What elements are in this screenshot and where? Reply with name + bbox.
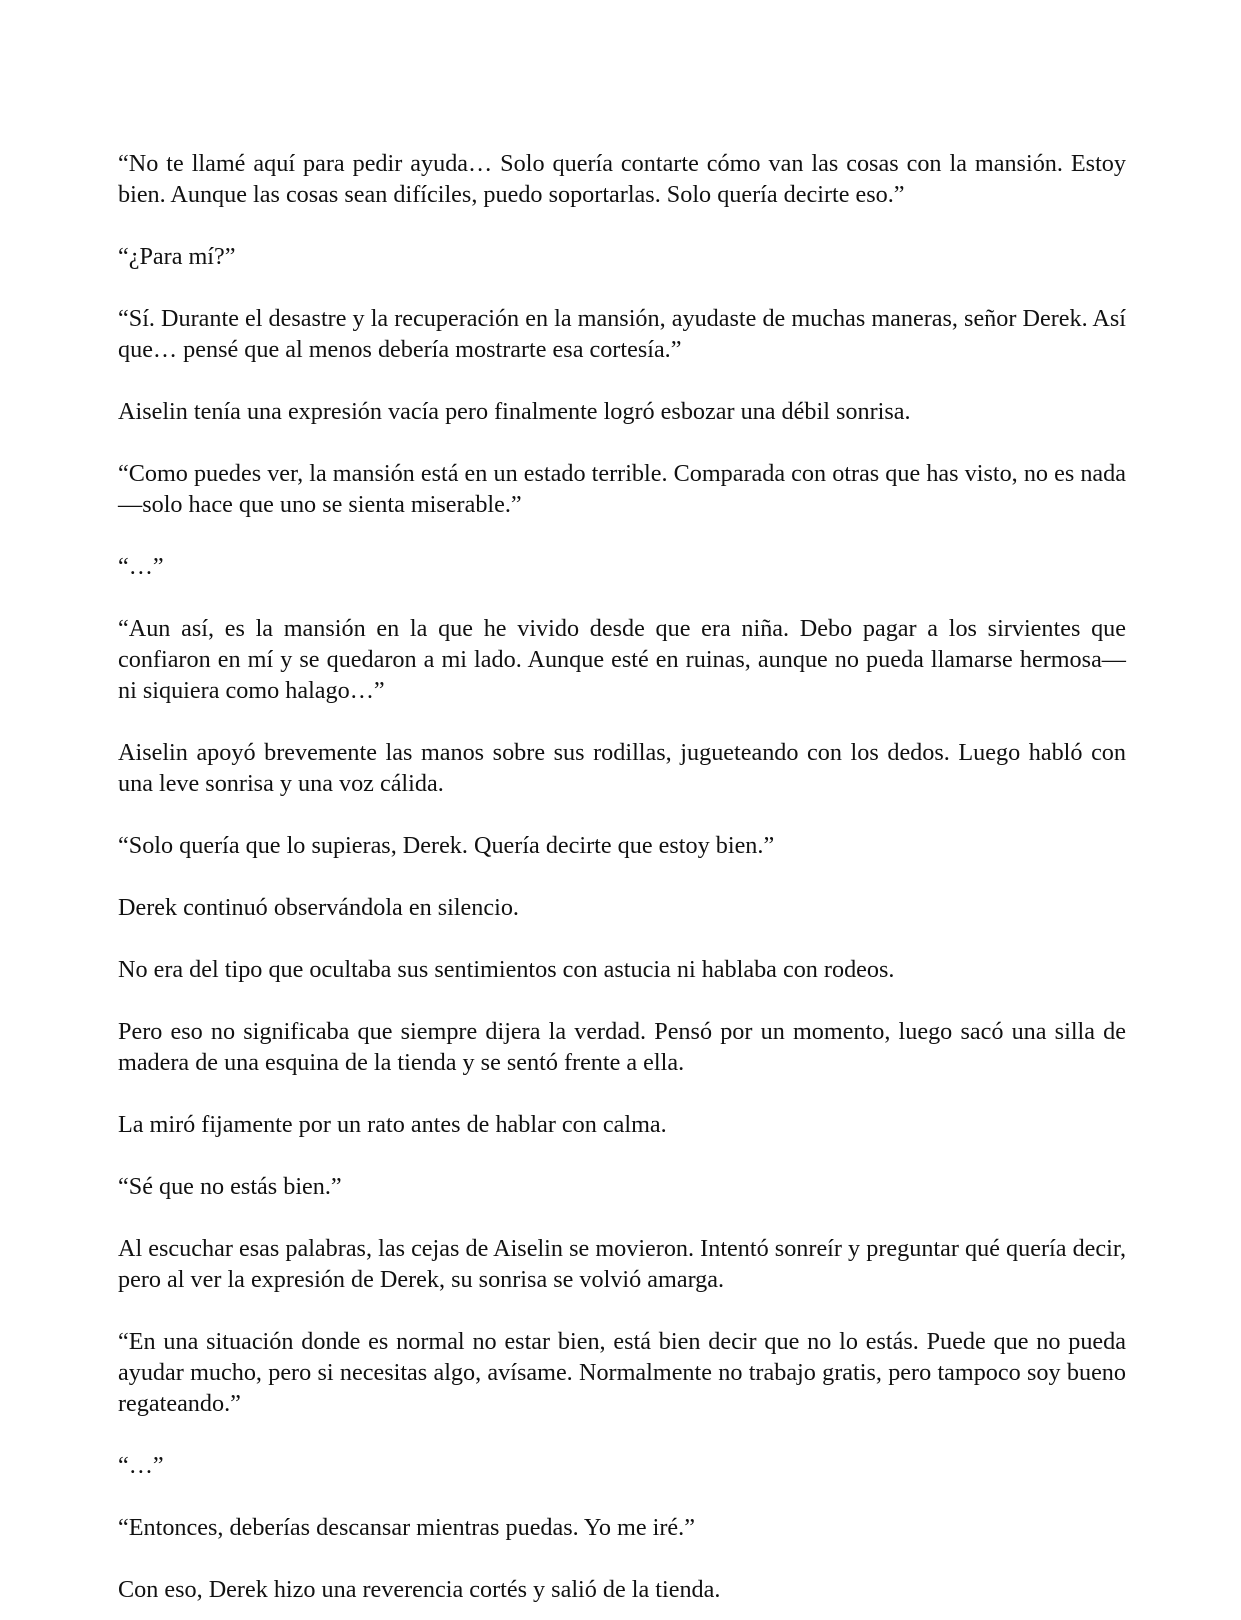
paragraph: Aiselin apoyó brevemente las manos sobre sus rodillas, jugueteando con los dedos. Luego habló con una leve sonrisa y una voz cálida. [118,739,1126,797]
paragraph: “No te llamé aquí para pedir ayuda… Solo quería contarte cómo van las cosas con la mansión. Estoy bien. Aunque las cosas sean difíciles, puedo soportarlas. Solo quería decirte eso.” [118,150,1126,208]
paragraph: Al escuchar esas palabras, las cejas de Aiselin se movieron. Intentó sonreír y preguntar qué quería decir, pero al ver la expresión de Derek, su sonrisa se volvió amarga. [118,1235,1126,1293]
paragraph: “¿Para mí?” [118,243,236,270]
paragraph: Derek continuó observándola en silencio. [118,894,519,921]
paragraph: No era del tipo que ocultaba sus sentimientos con astucia ni hablaba con rodeos. [118,956,895,983]
paragraph: “Solo quería que lo supieras, Derek. Quería decirte que estoy bien.” [118,832,775,859]
paragraph: Pero eso no significaba que siempre dijera la verdad. Pensó por un momento, luego sacó una silla de madera de una esquina de la tienda y se sentó frente a ella. [118,1018,1126,1076]
paragraph: La miró fijamente por un rato antes de hablar con calma. [118,1111,667,1138]
paragraph: “Sí. Durante el desastre y la recuperación en la mansión, ayudaste de muchas maneras, señor Derek. Así que… pensé que al menos debería mostrarte esa cortesía.” [118,305,1126,363]
paragraph: “En una situación donde es normal no estar bien, está bien decir que no lo estás. Puede que no pueda ayudar mucho, pero si necesitas algo, avísame. Normalmente no trabajo gratis, pero tampoco soy bueno regateando.” [118,1328,1126,1417]
paragraph: “Entonces, deberías descansar mientras puedas. Yo me iré.” [118,1514,695,1541]
paragraph: “Aun así, es la mansión en la que he vivido desde que era niña. Debo pagar a los sirvientes que confiaron en mí y se quedaron a mi lado. Aunque esté en ruinas, aunque no pueda llamarse hermosa—ni siquiera como halago…” [118,615,1126,704]
paragraph: “Como puedes ver, la mansión está en un estado terrible. Comparada con otras que has visto, no es nada—solo hace que uno se sienta miserable.” [118,460,1126,518]
paragraph: Con eso, Derek hizo una reverencia cortés y salió de la tienda. [118,1576,721,1603]
document-body [118,148,1126,1605]
paragraph: “…” [118,553,164,580]
paragraph: Aiselin tenía una expresión vacía pero finalmente logró esbozar una débil sonrisa. [118,398,911,425]
paragraph: “Sé que no estás bien.” [118,1173,342,1200]
paragraph: “…” [118,1452,164,1479]
